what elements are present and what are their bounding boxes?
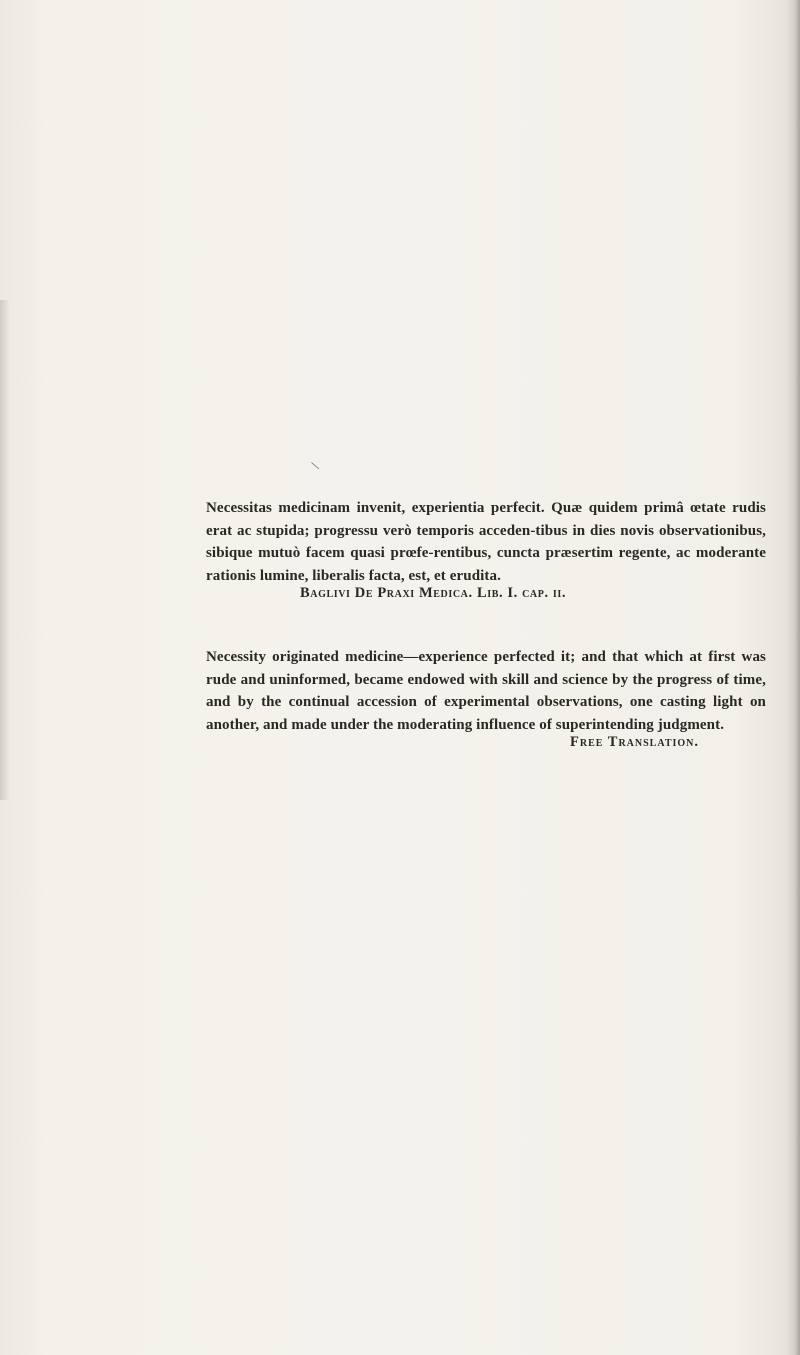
- page-edge-shadow: [786, 0, 800, 1355]
- page-gutter-shadow: [0, 300, 10, 800]
- translation-attribution: Free Translation.: [570, 734, 700, 750]
- english-translation: Necessity originated medicine—experience perfected it; and that which at first was rude and uninformed, became endowed with skill and science by the progress of time, and by the continual accession of experimental observations, one casting light on another, and made under the moderating influence of superintending judgment.: [206, 649, 766, 733]
- latin-epigraph: Necessitas medicinam invenit, experientia perfecit. Quæ quidem primâ œtate rudis erat ac stupida; progressu verò temporis acceden-tibus in dies novis observationibus, sibique mutuò facem quasi prœfe-rentibus, cuncta præsertim regente, ac moderante rationis lumine, liberalis facta, est, et erudita.: [206, 500, 766, 584]
- stray-ink-mark: \: [310, 459, 322, 475]
- latin-attribution: Baglivi De Praxi Medica. Lib. I. cap. ii.: [300, 585, 567, 601]
